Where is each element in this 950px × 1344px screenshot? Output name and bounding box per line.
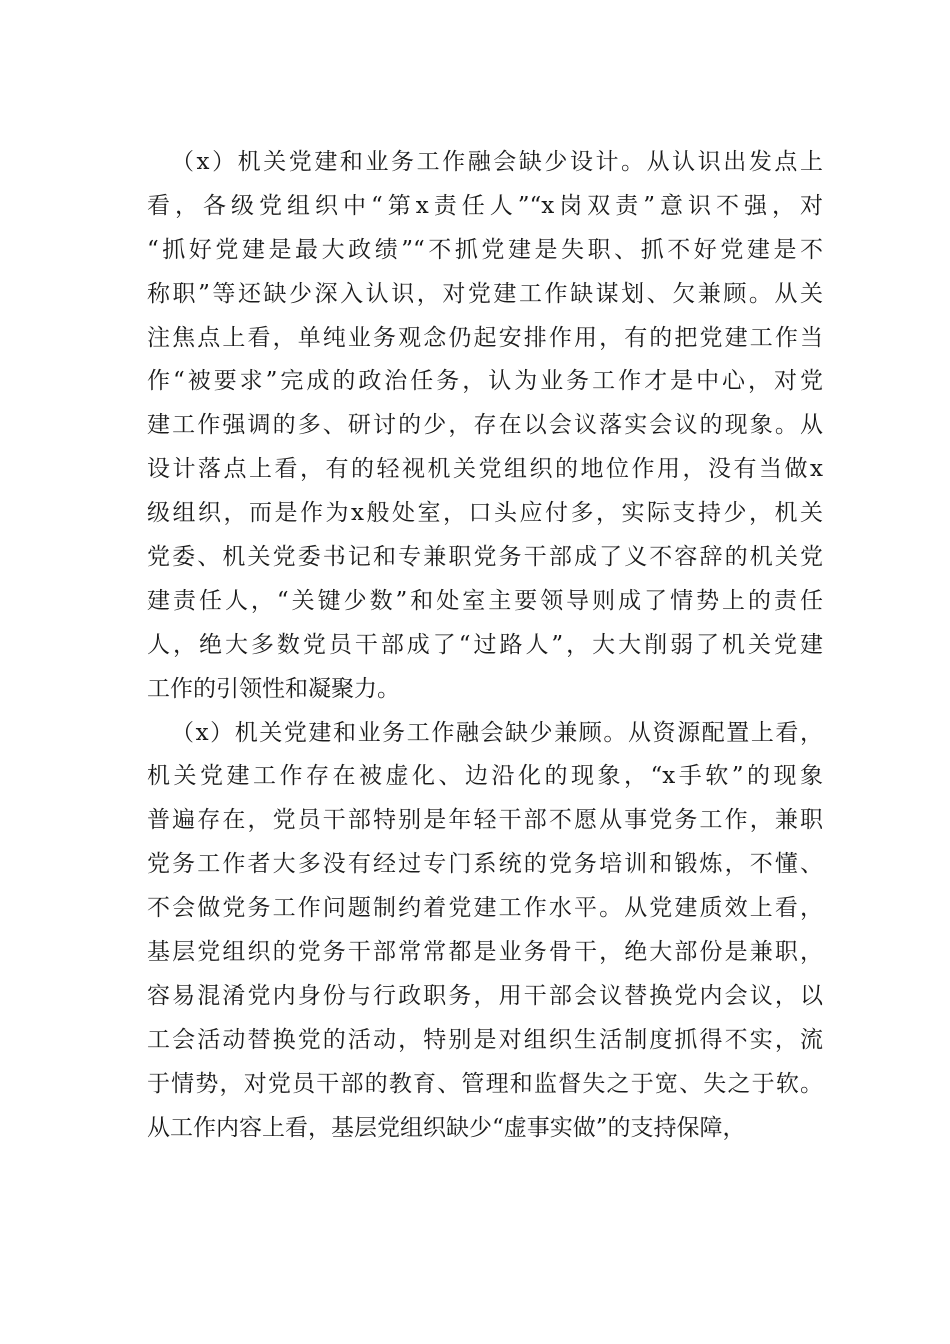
paragraph-line: 基层党组织的党务干部常常都是业务骨干，绝大部份是兼职， — [147, 939, 823, 966]
document-body — [147, 141, 823, 1150]
paragraph-line: 工作的引领性和凝聚力。 — [147, 675, 400, 702]
paragraph-line: 机关党建工作存在被虚化、边沿化的现象，“x手软”的现象 — [147, 763, 823, 790]
paragraph-line: 建工作强调的多、研讨的少，存在以会议落实会议的现象。从 — [147, 412, 823, 439]
paragraph-line: 看，各级党组织中“第x责任人”“x岗双责”意识不强，对 — [147, 192, 823, 219]
paragraph-line: 党委、机关党委书记和专兼职党务干部成了义不容辞的机关党 — [147, 544, 823, 571]
paragraph-line: （x）机关党建和业务工作融会缺少兼顾。从资源配置上看， — [171, 719, 823, 746]
paragraph-line: 党务工作者大多没有经过专门系统的党务培训和锻炼，不懂、 — [147, 851, 823, 878]
paragraph-line: 建责任人，“关键少数”和处室主要领导则成了情势上的责任 — [147, 587, 823, 614]
paragraph-line: 于情势，对党员干部的教育、管理和监督失之于宽、失之于软。 — [147, 1070, 823, 1097]
paragraph-line: “抓好党建是最大政绩”“不抓党建是失职、抓不好党建是不 — [147, 236, 823, 263]
paragraph-line: （x）机关党建和业务工作融会缺少设计。从认识出发点上 — [171, 149, 823, 175]
paragraph-2 — [147, 712, 823, 1151]
paragraph-line: 从工作内容上看，基层党组织缺少“虚事实做”的支持保障， — [147, 1114, 746, 1141]
paragraph-line: 称职”等还缺少深入认识，对党建工作缺谋划、欠兼顾。从关 — [147, 280, 823, 307]
paragraph-line: 设计落点上看，有的轻视机关党组织的地位作用，没有当做x — [147, 456, 823, 483]
paragraph-line: 普遍存在，党员干部特别是年轻干部不愿从事党务工作，兼职 — [147, 807, 823, 834]
paragraph-1 — [147, 141, 823, 712]
paragraph-line: 注焦点上看，单纯业务观念仍起安排作用，有的把党建工作当 — [147, 324, 823, 351]
paragraph-line: 人，绝大多数党员干部成了“过路人”，大大削弱了机关党建 — [147, 631, 823, 658]
paragraph-line: 级组织，而是作为x般处室，口头应付多，实际支持少，机关 — [147, 500, 823, 527]
paragraph-line: 不会做党务工作问题制约着党建工作水平。从党建质效上看， — [147, 895, 823, 922]
paragraph-line: 工会活动替换党的活动，特别是对组织生活制度抓得不实，流 — [147, 1026, 823, 1053]
paragraph-line: 作“被要求”完成的政治任务，认为业务工作才是中心，对党 — [147, 368, 823, 395]
paragraph-line: 容易混淆党内身份与行政职务，用干部会议替换党内会议，以 — [147, 982, 823, 1009]
